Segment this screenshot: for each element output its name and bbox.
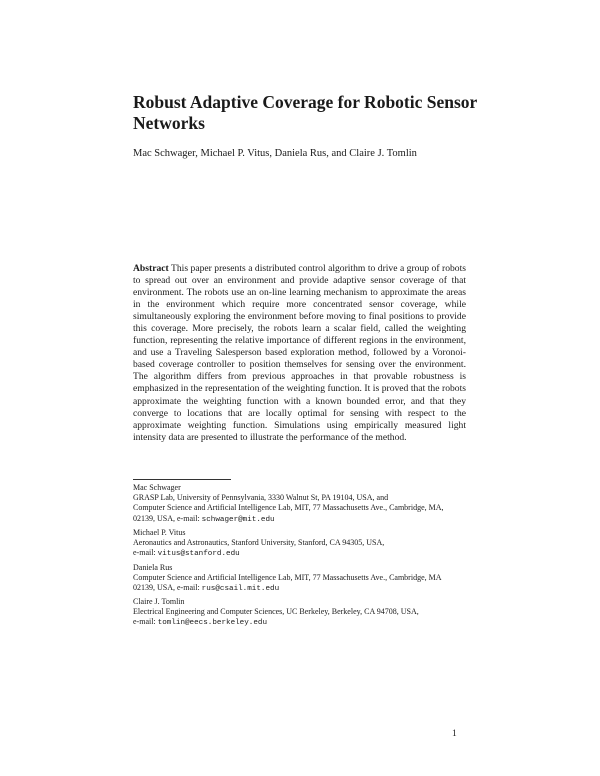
affiliation-line [133,548,473,559]
abstract-text: This paper presents a distributed control algorithm to drive a group of robots to spread out over an environment and provide adaptive sensor coverage of that environment. The robots use an on-line learning mechanism to approximate the areas in the environment which require more concentrated sensor coverage, while simultaneously exploring the environment before moving to final positions to provide this coverage. More precisely, the robots learn a scalar field, called the weighting function, representing the relative importance of different regions in the environment, and use a Traveling Salesperson based exploration method, followed by a Voronoi-based coverage controller to position themselves for sensing over the environment. The algorithm differs from previous approaches in that provable robustness is emphasized in the representation of the weighting function. It is proved that the robots approximate the weighting function with a known bounded error, and that they converge to locations that are locally optimal for sensing with respect to the approximate weighting function. Simulations using empirically measured light intensity data are presented to illustrate the performance of the method. [133,263,466,443]
affiliation-line-prefix: 02139, USA, e-mail: [133,513,202,523]
affiliation-tomlin [133,597,473,629]
affiliation-line-prefix: e-mail: [133,617,158,627]
affiliation-name: Mac Schwager [133,483,181,492]
affiliation-rus [133,563,473,595]
affiliation-line: GRASP Lab, University of Pennsylvania, 3330 Walnut St, PA 19104, USA, and [133,493,389,503]
affiliation-line-prefix: 02139, USA, e-mail: [133,583,202,593]
affiliation-line [133,514,473,525]
affiliation-line: Computer Science and Artificial Intelligence Lab, MIT, 77 Massachusetts Ave., Cambridge, MA, [133,503,444,513]
email-link[interactable]: tomlin@eecs.berkeley.edu [157,619,268,628]
affiliation-line [133,583,473,594]
page-number: 1 [452,729,457,739]
email-link[interactable]: rus@csail.mit.edu [201,585,280,594]
affiliation-name: Daniela Rus [133,563,173,572]
email-link[interactable]: schwager@mit.edu [201,515,275,524]
affiliation-line: Computer Science and Artificial Intelligence Lab, MIT, 77 Massachusetts Ave., Cambridge, MA [133,573,442,583]
affiliation-line [133,617,473,628]
affiliation-line: Electrical Engineering and Computer Sciences, UC Berkeley, Berkeley, CA 94708, USA, [133,607,419,617]
affiliation-vitus [133,528,473,560]
paper-title: Robust Adaptive Coverage for Robotic Sensor Networks [133,92,478,133]
abstract-label: Abstract [133,263,169,274]
email-link[interactable]: vitus@stanford.edu [157,550,240,559]
affiliation-line-prefix: e-mail: [133,548,158,558]
affiliation-name: Claire J. Tomlin [133,597,185,606]
affiliation-schwager [133,483,473,525]
author-list: Mac Schwager, Michael P. Vitus, Daniela Rus, and Claire J. Tomlin [133,148,417,159]
abstract [133,263,466,444]
footnote-rule [133,479,231,480]
affiliation-line: Aeronautics and Astronautics, Stanford University, Stanford, CA 94305, USA, [133,538,385,548]
affiliation-name: Michael P. Vitus [133,528,186,537]
